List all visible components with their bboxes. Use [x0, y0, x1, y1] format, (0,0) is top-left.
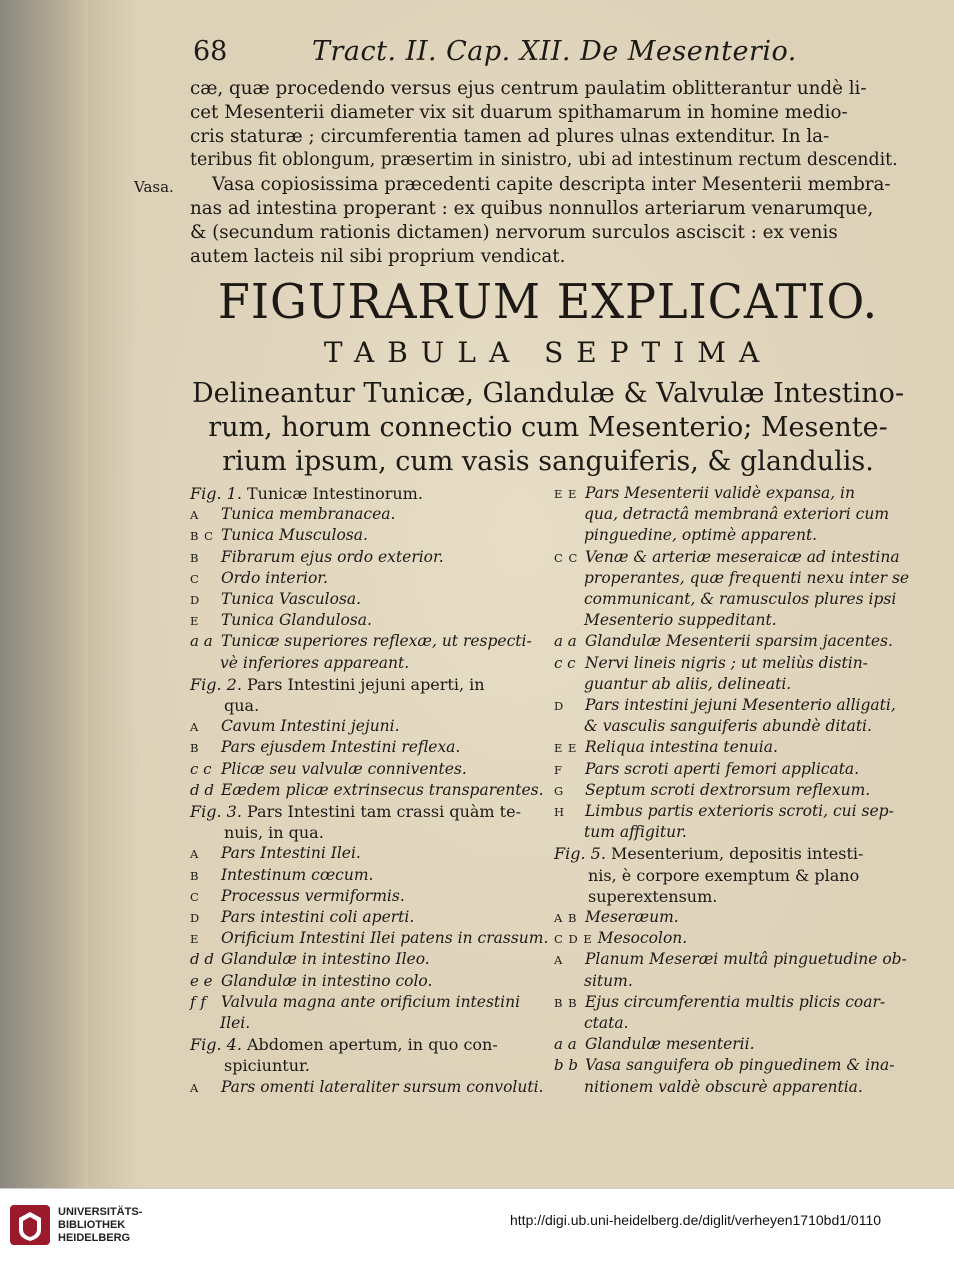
legend-item	[554, 632, 893, 650]
figure-caption-continuation: spiciuntur.	[224, 1056, 310, 1076]
legend-text: Pars intestini coli aperti.	[220, 908, 415, 926]
legend-text: Pars scroti aperti femori applicata.	[584, 759, 860, 778]
legend-key: d d	[190, 780, 214, 799]
legend-item	[190, 717, 400, 735]
legend-key: D	[190, 593, 201, 607]
plate-summary-line: rum, horum connectio cum Mesenterio; Mesente-	[208, 412, 888, 443]
library-name	[58, 1206, 142, 1245]
section-heading: FIGURARUM EXPLICATIO.	[217, 274, 879, 330]
source-url-link[interactable]: http://digi.ub.uni-heidelberg.de/diglit/verheyen1710bd1/0110	[510, 1212, 882, 1228]
legend-item	[554, 738, 778, 756]
legend-item-continuation: communicant, & ramusculos plures ipsi	[584, 590, 897, 608]
legend-key: B B	[554, 995, 578, 1010]
legend-text: Ejus circumferentia multis plicis coar-	[584, 992, 886, 1011]
legend-key: C	[190, 889, 200, 904]
figure-caption-text: Pars Intestini jejuni aperti, in	[247, 674, 485, 694]
legend-key: C D E	[554, 932, 593, 947]
body-line: teribus fit oblongum, præsertim in sinistro, ubi ad intestinum rectum descendit.	[190, 150, 898, 170]
legend-text: Intestinum cœcum.	[220, 865, 374, 884]
figure-caption-text: Tunicæ Intestinorum.	[247, 484, 423, 503]
legend-text: Cavum Intestini jejuni.	[220, 717, 400, 736]
figure-caption-text: Pars Intestini tam crassi quàm te-	[247, 802, 521, 821]
legend-item	[554, 548, 900, 566]
legend-text: Reliqua intestina tenuia.	[584, 738, 778, 757]
plate-summary-line: Delineantur Tunicæ, Glandulæ & Valvulæ Intestino-	[191, 378, 905, 409]
legend-item-continuation: nitionem valdè obscurè apparentia.	[584, 1077, 863, 1096]
legend-item	[190, 993, 520, 1011]
legend-key: G	[554, 783, 565, 798]
university-seal-icon	[8, 1203, 52, 1247]
legend-key: F	[554, 762, 563, 777]
legend-item	[554, 993, 885, 1011]
legend-key: a a	[190, 632, 213, 651]
legend-item	[190, 972, 432, 990]
legend-text: Glandulæ mesenterii.	[584, 1035, 755, 1054]
legend-key: B	[190, 741, 200, 756]
legend-item	[190, 526, 368, 544]
legend-item-continuation: ctata.	[584, 1014, 629, 1032]
legend-item	[554, 929, 687, 947]
figure-caption	[190, 675, 485, 694]
legend-key: B C	[190, 529, 214, 544]
legend-key: C	[190, 571, 200, 586]
legend-key: A	[190, 720, 200, 735]
legend-text: Tunica Vasculosa.	[220, 590, 362, 608]
legend-text: Eædem plicæ extrinsecus transparentes.	[220, 780, 544, 799]
figure-caption	[190, 802, 521, 821]
figure-caption-continuation: nuis, in qua.	[224, 823, 324, 843]
legend-key: f f	[190, 992, 206, 1011]
legend-text: Meseræum.	[584, 908, 679, 926]
plate-summary-line: rium ipsum, cum vasis sanguiferis, & glandulis.	[222, 446, 874, 477]
legend-item	[190, 844, 361, 862]
legend-item	[190, 760, 467, 778]
legend-text: Valvula magna ante orificium intestini	[220, 992, 521, 1011]
legend-text: Fibrarum ejus ordo exterior.	[220, 547, 444, 566]
legend-text: Pars omenti lateraliter sursum convoluti.	[220, 1077, 544, 1096]
legend-text: Pars Intestini Ilei.	[220, 844, 361, 863]
legend-text: Pars ejusdem Intestini reflexa.	[220, 738, 461, 757]
legend-key: d d	[190, 950, 214, 969]
body-line: & (secundum rationis dictamen) nervorum surculos asciscit : ex venis	[190, 222, 838, 243]
plate-heading: TABULA SEPTIMA	[323, 336, 773, 369]
legend-item	[554, 908, 679, 926]
legend-text: Tunica membranacea.	[220, 505, 396, 524]
legend-text: Venæ & arteriæ meseraicæ ad intestina	[584, 547, 900, 566]
footer-bar	[0, 1188, 954, 1261]
legend-key: C C	[554, 550, 579, 565]
legend-key: B	[190, 868, 200, 883]
body-line: Vasa copiosissima præcedenti capite descripta inter Mesenterii membra-	[212, 174, 891, 195]
legend-key: D	[554, 699, 565, 713]
figure-number: Fig. 1.	[190, 484, 242, 503]
legend-item	[554, 696, 896, 714]
legend-key: A	[554, 953, 564, 968]
running-title: Tract. II. Cap. XII. De Mesenterio.	[312, 36, 797, 67]
legend-item	[554, 802, 894, 820]
legend-item	[190, 781, 544, 799]
legend-item	[190, 738, 460, 756]
legend-key: A	[190, 508, 200, 523]
figure-caption-text: Abdomen apertum, in quo con-	[247, 1035, 498, 1055]
figure-caption-text: Mesenterium, depositis intesti-	[611, 844, 864, 864]
legend-text: Mesocolon.	[597, 929, 688, 948]
legend-text: Tunicæ superiores reflexæ, ut respecti-	[220, 632, 532, 651]
body-line: cæ, quæ procedendo versus ejus centrum paulatim oblitterantur undè li-	[190, 78, 867, 99]
legend-item	[190, 866, 373, 884]
legend-item	[554, 484, 855, 502]
legend-item	[190, 548, 444, 566]
legend-key: a a	[554, 632, 577, 651]
margin-note: Vasa.	[134, 178, 174, 196]
figure-caption-continuation: superextensum.	[588, 886, 718, 906]
legend-item	[190, 1078, 543, 1096]
legend-text: Septum scroti dextrorsum reflexum.	[584, 780, 871, 799]
figure-caption-continuation: qua.	[224, 696, 260, 715]
library-name-line: BIBLIOTHEK	[58, 1219, 126, 1231]
legend-item-continuation: & vasculis sanguiferis abundè ditati.	[584, 717, 872, 736]
legend-item	[554, 1035, 755, 1053]
legend-key: A	[190, 1080, 200, 1095]
legend-key: H	[554, 805, 566, 819]
legend-text: Glandulæ in intestino colo.	[220, 971, 433, 990]
legend-item-continuation: qua, detractâ membranâ exteriori cum	[584, 505, 890, 524]
legend-text: Tunica Glandulosa.	[220, 611, 372, 630]
legend-key: E	[190, 932, 200, 947]
legend-key: B	[190, 550, 200, 565]
legend-text: Vasa sanguifera ob pinguedinem & ina-	[584, 1056, 895, 1075]
legend-text: Tunica Musculosa.	[220, 526, 368, 545]
figure-number: Fig. 5.	[554, 844, 606, 864]
legend-item	[190, 929, 548, 947]
legend-key: E E	[554, 487, 578, 501]
legend-item	[554, 950, 907, 968]
legend-text: Pars intestini jejuni Mesenterio alligati,	[584, 696, 896, 714]
legend-key: c c	[190, 759, 212, 778]
body-line: cris staturæ ; circumferentia tamen ad plures ulnas extenditur. In la-	[190, 126, 830, 147]
page-number: 68	[193, 36, 228, 67]
legend-text: Ordo interior.	[220, 568, 328, 587]
figure-number: Fig. 3.	[190, 802, 242, 821]
legend-item-continuation: Mesenterio suppeditant.	[584, 611, 777, 630]
legend-item-continuation: Ilei.	[220, 1014, 251, 1032]
legend-item	[190, 569, 328, 587]
body-line: autem lacteis nil sibi proprium vendicat.	[190, 246, 566, 267]
legend-key: e e	[190, 971, 213, 990]
legend-item	[554, 760, 859, 778]
legend-item-continuation: guantur ab aliis, delineati.	[584, 674, 792, 693]
legend-item-continuation: pinguedine, optimè apparent.	[584, 526, 818, 545]
legend-item-continuation: properantes, quæ frequenti nexu inter se	[584, 568, 910, 587]
figure-caption	[190, 1035, 498, 1054]
legend-item-continuation: vè inferiores appareant.	[220, 653, 410, 672]
figure-caption	[190, 484, 423, 503]
legend-text: Orificium Intestini Ilei patens in crassum.	[220, 929, 549, 948]
figure-number: Fig. 2.	[190, 674, 242, 694]
legend-item-continuation: tum affigitur.	[584, 823, 687, 842]
figure-caption-continuation: nis, è corpore exemptum & plano	[588, 865, 860, 885]
legend-item	[190, 908, 414, 926]
legend-text: Pars Mesenterii validè expansa, in	[584, 484, 855, 502]
legend-item	[190, 950, 430, 968]
legend-item	[190, 632, 532, 650]
legend-text: Glandulæ in intestino Ileo.	[220, 950, 430, 969]
legend-key: a a	[554, 1035, 577, 1054]
legend-text: Planum Meseræi multâ pinguetudine ob-	[584, 950, 907, 969]
library-name-line: UNIVERSITÄTS-	[58, 1206, 143, 1218]
legend-item	[190, 590, 361, 608]
figure-caption	[554, 844, 863, 863]
figure-number: Fig. 4.	[190, 1035, 242, 1055]
legend-text: Glandulæ Mesenterii sparsim jacentes.	[584, 632, 893, 651]
library-name-line: HEIDELBERG	[58, 1232, 131, 1244]
legend-item	[190, 611, 372, 629]
legend-key: b b	[554, 1056, 578, 1075]
legend-item	[554, 1056, 895, 1074]
legend-item	[554, 654, 868, 672]
legend-key: D	[190, 911, 201, 925]
book-gutter	[0, 0, 88, 1188]
body-line: cet Mesenterii diameter vix sit duarum spithamarum in homine medio-	[190, 102, 848, 123]
legend-text: Plicæ seu valvulæ conniventes.	[220, 759, 467, 778]
legend-item	[190, 887, 405, 905]
legend-key: A B	[554, 911, 578, 925]
legend-item	[554, 781, 870, 799]
legend-key: E E	[554, 741, 578, 756]
legend-text: Limbus partis exterioris scroti, cui sep-	[584, 802, 894, 820]
legend-text: Processus vermiformis.	[220, 886, 405, 905]
legend-key: c c	[554, 653, 576, 672]
legend-text: Nervi lineis nigris ; ut meliùs distin-	[584, 653, 868, 672]
legend-item-continuation: situm.	[584, 971, 633, 990]
legend-item	[190, 505, 395, 523]
body-line: nas ad intestina properant : ex quibus nonnullos arteriarum venarumque,	[190, 198, 874, 219]
legend-key: A	[190, 847, 200, 862]
legend-key: E	[190, 614, 200, 629]
